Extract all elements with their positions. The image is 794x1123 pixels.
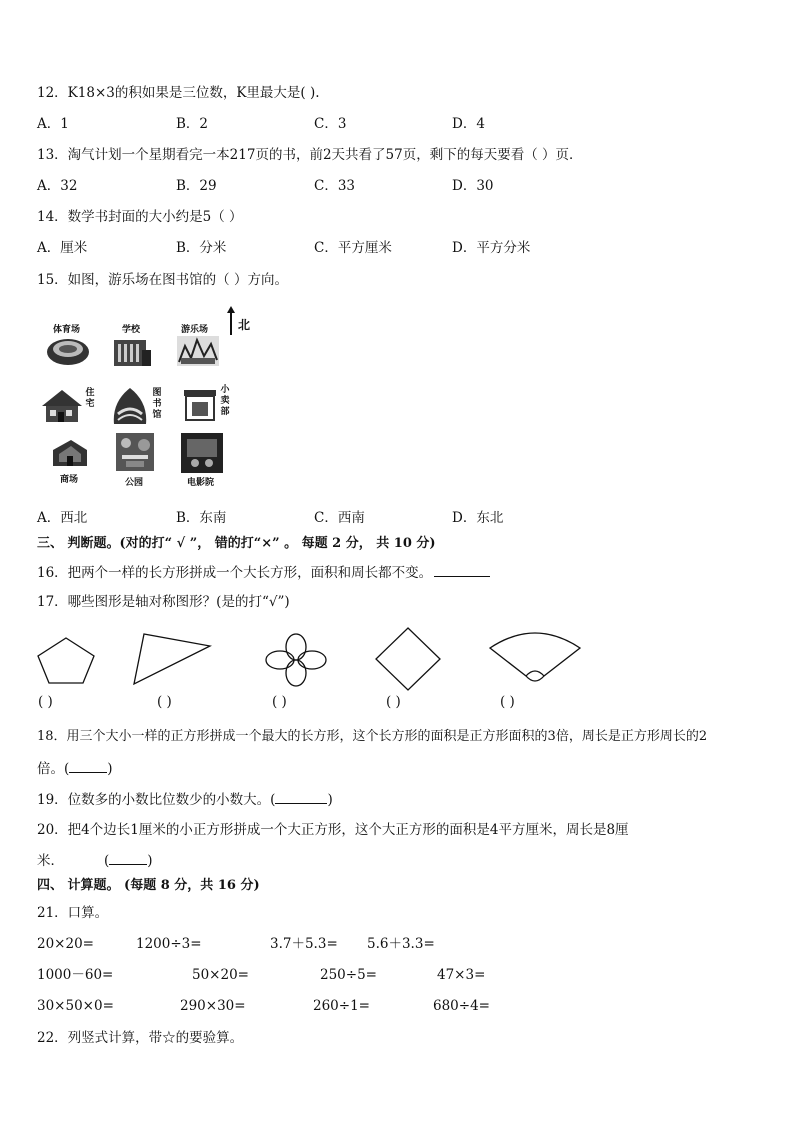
- place-label-library: 图书馆: [152, 388, 162, 420]
- calc-item: 260÷1=: [313, 998, 370, 1014]
- place-label-school: 学校: [122, 325, 141, 335]
- q20-close-paren: ): [147, 853, 153, 869]
- q15-option-c: C．西南: [314, 510, 365, 526]
- q19-close-paren: ): [327, 792, 333, 808]
- q12-option-a: A．1: [37, 116, 69, 132]
- q20-answer-blank[interactable]: [109, 851, 147, 865]
- place-label-residence: 住宅: [85, 388, 95, 409]
- q14-option-c: C．平方厘米: [314, 240, 392, 256]
- q20-line-1: 20．把4个边长1厘米的小正方形拼成一个大正方形，这个大正方形的面积是4平方厘米，周长是8厘: [37, 822, 629, 838]
- north-label: 北: [238, 318, 251, 332]
- q16-row: [37, 563, 490, 582]
- q15-option-b: B．东南: [176, 510, 227, 526]
- q14-option-b: B．分米: [176, 240, 227, 256]
- place-label-amusement-park: 游乐场: [181, 325, 209, 335]
- place-label-shop: 小卖部: [220, 385, 230, 417]
- q19-row: [37, 790, 333, 809]
- fan-shape: [488, 626, 582, 688]
- q18-answer-blank[interactable]: [69, 759, 107, 773]
- q14-option-a: A．厘米: [37, 240, 88, 256]
- q18-line-2: [37, 759, 113, 778]
- q13-option-c: C．33: [314, 178, 356, 194]
- calc-item: 47×3=: [437, 967, 486, 983]
- q17-stem: 17．哪些图形是轴对称图形？(是的打“√”): [37, 594, 290, 610]
- q14-stem: 14．数学书封面的大小约是5（ ）: [37, 209, 243, 225]
- pentagon-shape: [36, 636, 96, 686]
- q16-answer-blank[interactable]: [434, 563, 490, 577]
- q17-answer-rhombus[interactable]: ( ): [386, 694, 401, 710]
- mall-icon: [49, 436, 91, 470]
- calc-item: 1000－60=: [37, 967, 114, 983]
- q19-answer-blank[interactable]: [275, 790, 327, 804]
- q13-option-b: B．29: [176, 178, 217, 194]
- amusement-park-icon: [177, 332, 219, 366]
- q15-stem: 15．如图，游乐场在图书馆的（ ）方向。: [37, 272, 288, 288]
- school-icon: [112, 332, 152, 368]
- q17-answer-pentagon[interactable]: ( ): [38, 694, 53, 710]
- section-3-heading: 三、 判断题。(对的打“ √ ”， 错的打“×” 。 每题 2 分， 共 10 分): [37, 536, 436, 551]
- q21-stem: 21．口算。: [37, 905, 109, 921]
- q20-line-2: [37, 851, 153, 870]
- calc-item: 20×20=: [37, 936, 94, 952]
- calc-item: 250÷5=: [320, 967, 377, 983]
- place-label-park: 公园: [125, 478, 144, 488]
- q12-option-c: C．3: [314, 116, 347, 132]
- residence-icon: [40, 388, 84, 424]
- four-leaf-shape: [264, 632, 328, 688]
- q18-text: 倍。(: [37, 761, 70, 777]
- calc-item: 680÷4=: [433, 998, 490, 1014]
- q18-close-paren: ): [107, 761, 113, 777]
- q20-open-paren: (: [104, 853, 110, 869]
- q13-option-d: D．30: [452, 178, 494, 194]
- triangle-shape: [132, 632, 212, 687]
- q13-stem: 13．淘气计划一个星期看完一本217页的书，前2天共看了57页，剩下的每天要看（ ）页．: [37, 147, 583, 163]
- q18-line-1: 18．用三个大小一样的正方形拼成一个最大的长方形，这个长方形的面积是正方形面积的3倍，周长是正方形周长的2: [37, 729, 708, 744]
- q22-stem: 22．列竖式计算，带☆的要验算。: [37, 1030, 244, 1046]
- library-icon: [110, 384, 150, 428]
- q17-answer-four-leaf[interactable]: ( ): [272, 694, 287, 710]
- q16-text: 16．把两个一样的长方形拼成一个大长方形，面积和周长都不变。: [37, 565, 433, 581]
- q13-option-a: A．32: [37, 178, 78, 194]
- calc-item: 290×30=: [180, 998, 246, 1014]
- q19-text: 19．位数多的小数比位数少的小数大。(: [37, 792, 276, 808]
- shop-icon: [182, 388, 218, 422]
- calc-item: 50×20=: [192, 967, 249, 983]
- stadium-icon: [45, 333, 91, 367]
- rhombus-shape: [374, 626, 442, 692]
- q12-option-d: D．4: [452, 116, 485, 132]
- section-4-heading: 四、 计算题。 (每题 8 分，共 16 分): [37, 878, 260, 893]
- calc-item: 1200÷3=: [136, 936, 202, 952]
- q12-option-b: B．2: [176, 116, 209, 132]
- q15-option-a: A．西北: [37, 510, 88, 526]
- place-label-stadium: 体育场: [53, 325, 81, 335]
- place-label-mall: 商场: [60, 475, 79, 485]
- calc-item: 5.6＋3.3=: [367, 936, 435, 952]
- calc-item: 30×50×0=: [37, 998, 114, 1014]
- q15-option-d: D．东北: [452, 510, 504, 526]
- calc-item: 3.7＋5.3=: [270, 936, 338, 952]
- q14-option-d: D．平方分米: [452, 240, 531, 256]
- q20-text: 米．: [37, 853, 64, 869]
- park-icon: [116, 433, 154, 471]
- q17-answer-fan[interactable]: ( ): [500, 694, 515, 710]
- cinema-icon: [181, 433, 223, 473]
- place-label-cinema: 电影院: [187, 478, 215, 488]
- north-arrow-icon: [226, 306, 236, 336]
- q12-stem: 12．K18×3的积如果是三位数，K里最大是( ).: [37, 85, 320, 101]
- q17-answer-triangle[interactable]: ( ): [157, 694, 172, 710]
